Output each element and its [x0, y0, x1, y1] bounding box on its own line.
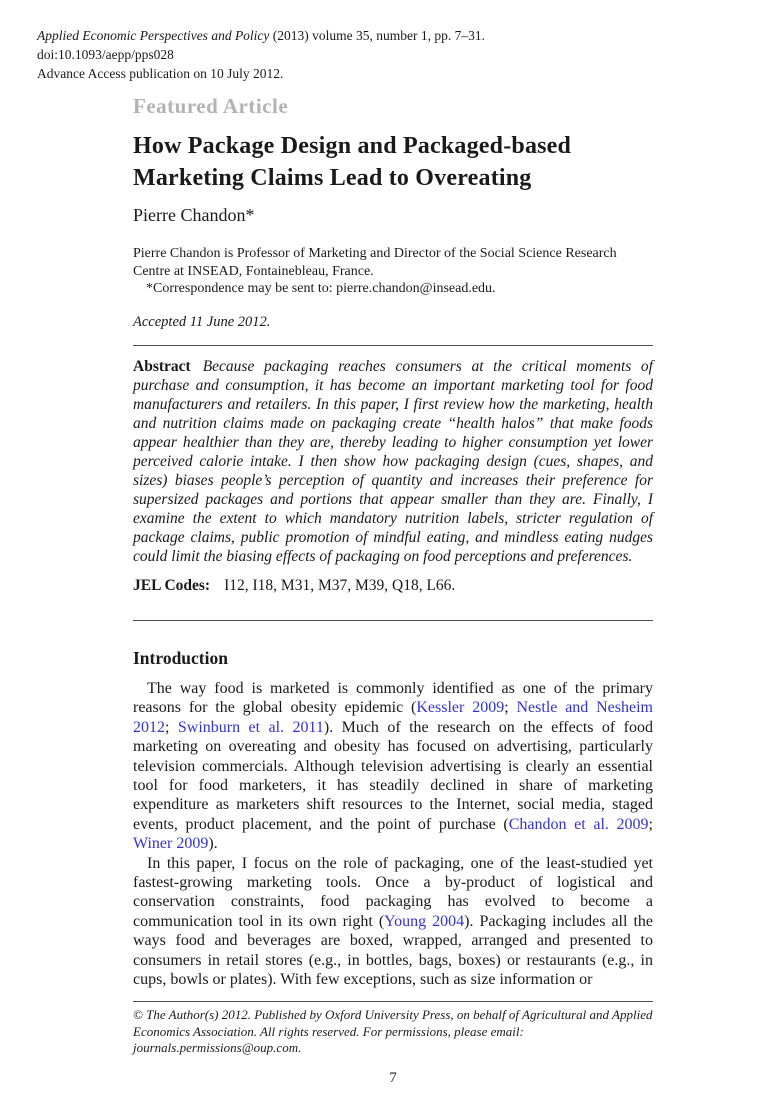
doi-line: doi:10.1093/aepp/pps028 — [37, 47, 174, 62]
abstract-bottom-divider — [133, 620, 653, 621]
citation-link[interactable]: Winer 2009 — [133, 835, 209, 853]
text-run: In this paper, I focus on the role of packaging, one of the least-studied yet fastest-growing marketing tools. Once a by-product of logistical and conservation constraints, food packaging has evolved to become a communication tool in its own right ( — [133, 854, 653, 930]
abstract-label: Abstract — [133, 358, 191, 375]
author-bio: Pierre Chandon is Professor of Marketing and Director of the Social Science Research Centre at INSEAD, Fontainebleau, France. — [133, 246, 617, 279]
intro-paragraph-1 — [133, 679, 653, 854]
intro-paragraph-2 — [133, 854, 653, 990]
text-run: ). Packaging includes all the ways food and beverages are boxed, wrapped, arranged and presented to consumers in retail stores (e.g., in bottles, bags, boxes) or restaurants (e.g., in cups, bowls or plates). With few exceptions, such as size information or — [133, 912, 654, 989]
abstract-top-divider — [133, 345, 653, 346]
accepted-date: Accepted 11 June 2012. — [133, 314, 271, 330]
citation-link[interactable]: Nestle and Nesheim 2012 — [133, 699, 654, 736]
text-run: ; — [648, 815, 653, 833]
featured-article-kicker: Featured Article — [133, 94, 289, 118]
advance-access-line: Advance Access publication on 10 July 2012. — [37, 66, 284, 81]
issue-info: (2013) volume 35, number 1, pp. 7–31. — [269, 28, 486, 43]
citation-link[interactable]: Kessler 2009 — [416, 699, 505, 717]
citation-link[interactable]: Chandon et al. 2009 — [508, 815, 649, 833]
footer-divider — [133, 1001, 653, 1002]
author-bio-block — [133, 245, 653, 298]
introduction-section — [133, 648, 653, 990]
abstract — [133, 357, 653, 566]
correspondence-note: *Correspondence may be sent to: pierre.chandon@insead.edu. — [146, 281, 496, 296]
article-title: How Package Design and Packaged-based Marketing Claims Lead to Overeating — [133, 133, 572, 191]
text-run: ). Much of the research on the effects of food marketing on overeating and obesity has focused on advertising, particularly television commercials. Although television advertising is clearly an essential tool for food marketers, it has steadily declined in share of marketing expenditure as marketers shift resources to the Internet, social media, staged events, product placement, and the point of purchase ( — [133, 718, 653, 833]
journal-citation-line — [37, 26, 485, 45]
page-number: 7 — [389, 1070, 397, 1086]
jel-codes: I12, I18, M31, M37, M39, Q18, L66. — [224, 577, 456, 594]
copyright-notice: © The Author(s) 2012. Published by Oxford University Press, on behalf of Agricultural and Applied Economics Association. All rights reserved. For permissions, please email: journals.permissions@oup.com. — [133, 1007, 653, 1055]
jel-codes-line — [133, 577, 653, 595]
author-name: Pierre Chandon* — [133, 205, 255, 225]
section-heading-introduction: Introduction — [133, 648, 228, 668]
text-run: ). — [208, 835, 218, 853]
text-run: The way food is marketed is commonly identified as one of the primary reasons for the global obesity epidemic ( — [133, 680, 653, 717]
citation-link[interactable]: Young 2004 — [384, 912, 465, 930]
page-header — [37, 26, 485, 83]
jel-label: JEL Codes: — [133, 577, 211, 594]
citation-link[interactable]: Swinburn et al. 2011 — [177, 718, 324, 736]
text-run: ; — [165, 718, 178, 736]
journal-name: Applied Economic Perspectives and Policy — [37, 28, 270, 43]
text-run: ; — [504, 699, 517, 717]
abstract-text: Because packaging reaches consumers at the critical moments of purchase and consumption, it has become an important marketing tool for food manufacturers and retailers. In this paper, I first review how the marketing, health and nutrition claims made on packaging create “health halos” that make foods appear healthier than they are, thereby leading to higher consumption yet lower perceived calorie intake. I then show how packaging design (cues, shapes, and sizes) biases people’s perception of quantity and increases their preference for supersized packages and portions that appear smaller than they are. Finally, I examine the extent to which mandatory nutrition labels, stricter regulation of package claims, public promotion of mindful eating, and mindless eating nudges could limit the biasing effects of packaging on food perceptions and preferences. — [133, 358, 653, 565]
